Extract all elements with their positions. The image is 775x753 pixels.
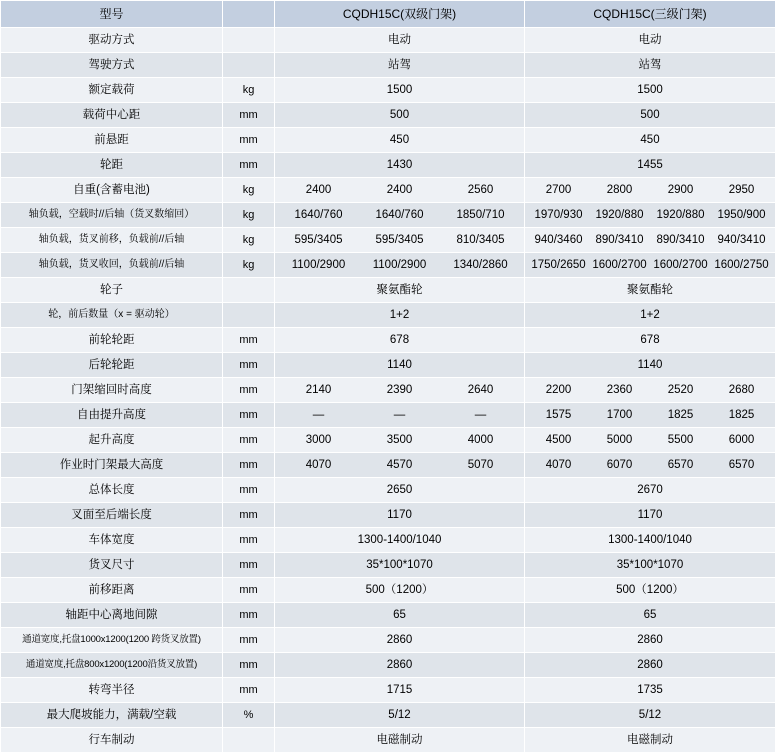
row-values-model-b xyxy=(525,653,775,678)
table-row xyxy=(1,578,775,603)
value-cell: 2650 xyxy=(278,478,521,502)
value-cell: 1640/760 xyxy=(359,203,440,227)
value-cell: 聚氨酯轮 xyxy=(528,278,772,302)
value-cell: 1100/2900 xyxy=(359,253,440,277)
value-cell: 1700 xyxy=(589,403,650,427)
row-values-model-b xyxy=(525,428,775,453)
row-label: 前悬距 xyxy=(1,128,223,153)
row-values-model-b xyxy=(525,353,775,378)
value-cell: 940/3460 xyxy=(528,228,589,252)
row-label: 转弯半径 xyxy=(1,678,223,703)
row-values-model-b xyxy=(525,78,775,103)
value-cell: 电磁制动 xyxy=(278,728,521,752)
row-label: 行车制动 xyxy=(1,728,223,753)
row-unit: mm xyxy=(223,378,275,403)
value-cell: 站驾 xyxy=(528,53,772,77)
value-cell: 1750/2650 xyxy=(528,253,589,277)
row-values-model-b xyxy=(525,328,775,353)
row-unit: mm xyxy=(223,328,275,353)
row-label: 轴负载，货叉前移，负载前//后轴 xyxy=(1,228,223,253)
value-cell: 940/3410 xyxy=(711,228,772,252)
table-row xyxy=(1,528,775,553)
row-unit: mm xyxy=(223,578,275,603)
value-cell: 2860 xyxy=(278,628,521,652)
value-cell: 1850/710 xyxy=(440,203,521,227)
value-cell: 678 xyxy=(278,328,521,352)
value-cell: 1100/2900 xyxy=(278,253,359,277)
row-unit: kg xyxy=(223,78,275,103)
row-label: 轴距中心离地间隙 xyxy=(1,603,223,628)
value-cell: 5000 xyxy=(589,428,650,452)
row-values-model-b xyxy=(525,478,775,503)
row-values-model-a xyxy=(275,478,525,503)
row-unit: % xyxy=(223,703,275,728)
table-header-row xyxy=(1,1,775,28)
value-cell: 5/12 xyxy=(278,703,521,727)
row-label: 轮距 xyxy=(1,153,223,178)
value-cell: 1140 xyxy=(528,353,772,377)
value-cell: 1+2 xyxy=(278,303,521,327)
row-values-model-b xyxy=(525,178,775,203)
table-row xyxy=(1,28,775,53)
row-label: 轴负载，空载时//后轴（货叉数缩回） xyxy=(1,203,223,228)
row-values-model-b xyxy=(525,28,775,53)
value-cell: 1170 xyxy=(278,503,521,527)
row-label: 轴负载，货叉收回，负载前//后轴 xyxy=(1,253,223,278)
row-label: 通道宽度,托盘800x1200(1200沿货叉放置) xyxy=(1,653,223,678)
row-unit: kg xyxy=(223,228,275,253)
table-row xyxy=(1,178,775,203)
table-row xyxy=(1,553,775,578)
row-label: 驾驶方式 xyxy=(1,53,223,78)
value-cell: 595/3405 xyxy=(359,228,440,252)
row-values-model-b xyxy=(525,378,775,403)
table-row xyxy=(1,153,775,178)
row-values-model-b xyxy=(525,203,775,228)
row-label: 最大爬坡能力，满载/空载 xyxy=(1,703,223,728)
value-cell: 2860 xyxy=(528,653,772,677)
table-row xyxy=(1,103,775,128)
header-model-a: CQDH15C(双级门架) xyxy=(275,1,525,28)
row-values-model-a xyxy=(275,253,525,278)
row-unit: mm xyxy=(223,603,275,628)
value-cell: 1430 xyxy=(278,153,521,177)
row-values-model-b xyxy=(525,303,775,328)
table-row xyxy=(1,128,775,153)
row-values-model-a xyxy=(275,53,525,78)
row-values-model-a xyxy=(275,103,525,128)
row-label: 前轮轮距 xyxy=(1,328,223,353)
row-values-model-a xyxy=(275,553,525,578)
value-cell: 1+2 xyxy=(528,303,772,327)
value-cell: 4500 xyxy=(528,428,589,452)
row-unit: mm xyxy=(223,528,275,553)
row-label: 货叉尺寸 xyxy=(1,553,223,578)
row-unit: mm xyxy=(223,503,275,528)
value-cell: 1500 xyxy=(278,78,521,102)
value-cell: 1300-1400/1040 xyxy=(528,528,772,552)
value-cell: 电磁制动 xyxy=(528,728,772,752)
value-cell: 4070 xyxy=(278,453,359,477)
row-label: 车体宽度 xyxy=(1,528,223,553)
value-cell: 2670 xyxy=(528,478,772,502)
row-values-model-a xyxy=(275,78,525,103)
table-row xyxy=(1,428,775,453)
table-row xyxy=(1,328,775,353)
row-unit: mm xyxy=(223,478,275,503)
row-values-model-a xyxy=(275,653,525,678)
value-cell: 500 xyxy=(528,103,772,127)
row-values-model-a xyxy=(275,703,525,728)
row-label: 作业时门架最大高度 xyxy=(1,453,223,478)
row-unit: mm xyxy=(223,103,275,128)
row-values-model-a xyxy=(275,428,525,453)
row-values-model-b xyxy=(525,453,775,478)
value-cell: 2900 xyxy=(650,178,711,202)
value-cell: 1970/930 xyxy=(528,203,589,227)
row-values-model-a xyxy=(275,153,525,178)
row-unit: kg xyxy=(223,178,275,203)
value-cell: 1920/880 xyxy=(650,203,711,227)
row-values-model-b xyxy=(525,678,775,703)
value-cell: 65 xyxy=(528,603,772,627)
table-row xyxy=(1,453,775,478)
row-values-model-b xyxy=(525,528,775,553)
row-label: 起升高度 xyxy=(1,428,223,453)
row-unit: mm xyxy=(223,428,275,453)
value-cell: 站驾 xyxy=(278,53,521,77)
row-label: 通道宽度,托盘1000x1200(1200 跨货叉放置) xyxy=(1,628,223,653)
table-row xyxy=(1,353,775,378)
row-values-model-a xyxy=(275,628,525,653)
value-cell: 1500 xyxy=(528,78,772,102)
table-row xyxy=(1,78,775,103)
value-cell: 1715 xyxy=(278,678,521,702)
table-row xyxy=(1,603,775,628)
row-values-model-b xyxy=(525,503,775,528)
table-row xyxy=(1,303,775,328)
header-label: 型号 xyxy=(1,1,223,28)
value-cell: 2680 xyxy=(711,378,772,402)
value-cell: 2860 xyxy=(278,653,521,677)
value-cell: 6570 xyxy=(650,453,711,477)
row-label: 后轮轮距 xyxy=(1,353,223,378)
value-cell: 2800 xyxy=(589,178,650,202)
value-cell: 1300-1400/1040 xyxy=(278,528,521,552)
row-values-model-b xyxy=(525,728,775,753)
table-row xyxy=(1,628,775,653)
row-label: 前移距离 xyxy=(1,578,223,603)
table-row xyxy=(1,403,775,428)
value-cell: 5/12 xyxy=(528,703,772,727)
row-values-model-a xyxy=(275,603,525,628)
value-cell: 2860 xyxy=(528,628,772,652)
value-cell: 2140 xyxy=(278,378,359,402)
value-cell: 1920/880 xyxy=(589,203,650,227)
value-cell: 6570 xyxy=(711,453,772,477)
row-label: 叉面至后端长度 xyxy=(1,503,223,528)
row-unit xyxy=(223,53,275,78)
row-values-model-b xyxy=(525,153,775,178)
value-cell: 890/3410 xyxy=(650,228,711,252)
row-label: 轮，前后数量（x = 驱动轮） xyxy=(1,303,223,328)
value-cell: 810/3405 xyxy=(440,228,521,252)
value-cell: 1600/2700 xyxy=(589,253,650,277)
value-cell: 1170 xyxy=(528,503,772,527)
row-unit: mm xyxy=(223,628,275,653)
row-unit: mm xyxy=(223,403,275,428)
row-unit: kg xyxy=(223,203,275,228)
header-model-b: CQDH15C(三级门架) xyxy=(525,1,775,28)
table-row xyxy=(1,703,775,728)
row-values-model-b xyxy=(525,703,775,728)
row-values-model-a xyxy=(275,728,525,753)
row-label: 门架缩回时高度 xyxy=(1,378,223,403)
row-values-model-b xyxy=(525,103,775,128)
value-cell: 1735 xyxy=(528,678,772,702)
value-cell: 4570 xyxy=(359,453,440,477)
row-label: 轮子 xyxy=(1,278,223,303)
table-row xyxy=(1,203,775,228)
row-values-model-a xyxy=(275,128,525,153)
value-cell: 2700 xyxy=(528,178,589,202)
row-values-model-a xyxy=(275,578,525,603)
row-values-model-b xyxy=(525,603,775,628)
value-cell: 500（1200） xyxy=(528,578,772,602)
table-row xyxy=(1,503,775,528)
row-values-model-a xyxy=(275,403,525,428)
row-unit: mm xyxy=(223,653,275,678)
row-values-model-a xyxy=(275,278,525,303)
header-unit xyxy=(223,1,275,28)
value-cell: 1575 xyxy=(528,403,589,427)
value-cell: 5500 xyxy=(650,428,711,452)
value-cell: 678 xyxy=(528,328,772,352)
value-cell: 2360 xyxy=(589,378,650,402)
row-values-model-a xyxy=(275,203,525,228)
row-values-model-a xyxy=(275,453,525,478)
row-values-model-b xyxy=(525,578,775,603)
table-row xyxy=(1,478,775,503)
table-row xyxy=(1,378,775,403)
row-values-model-a xyxy=(275,228,525,253)
table-row xyxy=(1,253,775,278)
row-unit: mm xyxy=(223,353,275,378)
row-label: 额定载荷 xyxy=(1,78,223,103)
table-row xyxy=(1,278,775,303)
row-label: 载荷中心距 xyxy=(1,103,223,128)
table-row xyxy=(1,53,775,78)
row-values-model-a xyxy=(275,503,525,528)
row-values-model-a xyxy=(275,178,525,203)
value-cell: 1950/900 xyxy=(711,203,772,227)
table-row xyxy=(1,678,775,703)
row-values-model-b xyxy=(525,553,775,578)
value-cell: 3000 xyxy=(278,428,359,452)
row-label: 自由提升高度 xyxy=(1,403,223,428)
table-row xyxy=(1,653,775,678)
value-cell: 3500 xyxy=(359,428,440,452)
row-unit xyxy=(223,278,275,303)
value-cell: 2200 xyxy=(528,378,589,402)
table-row xyxy=(1,228,775,253)
value-cell: 595/3405 xyxy=(278,228,359,252)
value-cell: — xyxy=(440,403,521,427)
row-values-model-a xyxy=(275,528,525,553)
value-cell: 1825 xyxy=(711,403,772,427)
value-cell: 2390 xyxy=(359,378,440,402)
table-row xyxy=(1,728,775,753)
value-cell: 35*100*1070 xyxy=(278,553,521,577)
value-cell: 500（1200） xyxy=(278,578,521,602)
row-values-model-b xyxy=(525,228,775,253)
value-cell: 1825 xyxy=(650,403,711,427)
row-values-model-b xyxy=(525,278,775,303)
value-cell: 2400 xyxy=(359,178,440,202)
row-values-model-a xyxy=(275,353,525,378)
value-cell: 1640/760 xyxy=(278,203,359,227)
row-unit xyxy=(223,303,275,328)
value-cell: 电动 xyxy=(278,28,521,52)
value-cell: 电动 xyxy=(528,28,772,52)
value-cell: 2640 xyxy=(440,378,521,402)
value-cell: 1340/2860 xyxy=(440,253,521,277)
row-unit xyxy=(223,728,275,753)
row-unit xyxy=(223,28,275,53)
value-cell: 1600/2750 xyxy=(711,253,772,277)
value-cell: 1600/2700 xyxy=(650,253,711,277)
row-values-model-a xyxy=(275,378,525,403)
row-values-model-a xyxy=(275,328,525,353)
row-values-model-b xyxy=(525,253,775,278)
value-cell: 2560 xyxy=(440,178,521,202)
value-cell: 890/3410 xyxy=(589,228,650,252)
row-unit: mm xyxy=(223,678,275,703)
value-cell: — xyxy=(278,403,359,427)
row-unit: kg xyxy=(223,253,275,278)
value-cell: 1140 xyxy=(278,353,521,377)
row-values-model-a xyxy=(275,678,525,703)
row-values-model-b xyxy=(525,53,775,78)
row-unit: mm xyxy=(223,153,275,178)
value-cell: 6000 xyxy=(711,428,772,452)
value-cell: 聚氨酯轮 xyxy=(278,278,521,302)
value-cell: 1455 xyxy=(528,153,772,177)
row-unit: mm xyxy=(223,453,275,478)
value-cell: 450 xyxy=(278,128,521,152)
row-label: 总体长度 xyxy=(1,478,223,503)
value-cell: — xyxy=(359,403,440,427)
value-cell: 6070 xyxy=(589,453,650,477)
row-values-model-a xyxy=(275,28,525,53)
row-values-model-b xyxy=(525,628,775,653)
row-values-model-a xyxy=(275,303,525,328)
value-cell: 500 xyxy=(278,103,521,127)
value-cell: 5070 xyxy=(440,453,521,477)
row-values-model-b xyxy=(525,128,775,153)
row-unit: mm xyxy=(223,553,275,578)
value-cell: 4070 xyxy=(528,453,589,477)
value-cell: 2950 xyxy=(711,178,772,202)
value-cell: 2400 xyxy=(278,178,359,202)
value-cell: 35*100*1070 xyxy=(528,553,772,577)
row-label: 驱动方式 xyxy=(1,28,223,53)
row-label: 自重(含蓄电池) xyxy=(1,178,223,203)
value-cell: 65 xyxy=(278,603,521,627)
row-values-model-b xyxy=(525,403,775,428)
value-cell: 2520 xyxy=(650,378,711,402)
row-unit: mm xyxy=(223,128,275,153)
value-cell: 450 xyxy=(528,128,772,152)
value-cell: 4000 xyxy=(440,428,521,452)
